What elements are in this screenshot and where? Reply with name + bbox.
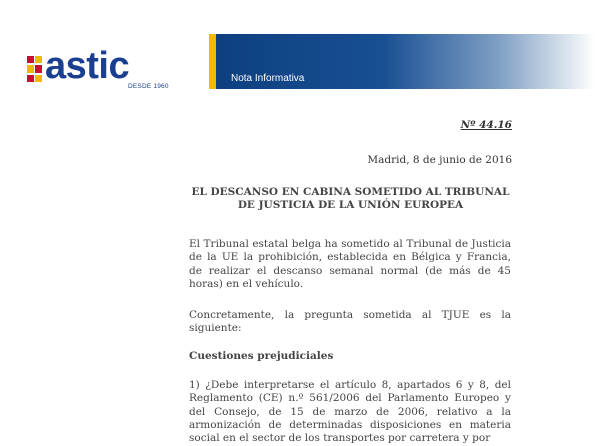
document-number: Nº 44.16 — [460, 119, 512, 131]
astic-logo — [27, 45, 177, 92]
paragraph-1: El Tribunal estatal belga ha sometido al Tribunal de Justicia de la UE la prohibición, establecida en Bélgica y Francia, de realizar el descanso semanal normal (de más de 45 horas) en el vehículo. — [189, 238, 511, 290]
document-date: Madrid, 8 de junio de 2016 — [367, 154, 512, 166]
document-title — [189, 186, 512, 212]
logo-wordmark: astic — [45, 45, 130, 87]
flag-mark-icon — [27, 56, 42, 82]
banner-accent-bar — [209, 34, 216, 89]
title-line-1: EL DESCANSO EN CABINA SOMETIDO AL TRIBUNAL — [191, 186, 510, 198]
title-line-2: DE JUSTICIA DE LA UNIÓN EUROPEA — [237, 199, 464, 211]
banner-label: Nota Informativa — [231, 73, 305, 84]
section-subheading: Cuestiones prejudiciales — [189, 350, 334, 362]
logo-tagline: DESDE 1960 — [128, 83, 169, 90]
paragraph-3: 1) ¿Debe interpretarse el artículo 8, apartados 6 y 8, del Reglamento (CE) n.º 561/2006 del Parlamento Europeo y del Consejo, de 15 de marzo de 2006, relativo a la armonización de determinadas disposiciones en materia social en el sector de los transportes por carretera y por — [189, 379, 511, 445]
paragraph-2: Concretamente, la pregunta sometida al TJUE es la siguiente: — [189, 309, 511, 335]
